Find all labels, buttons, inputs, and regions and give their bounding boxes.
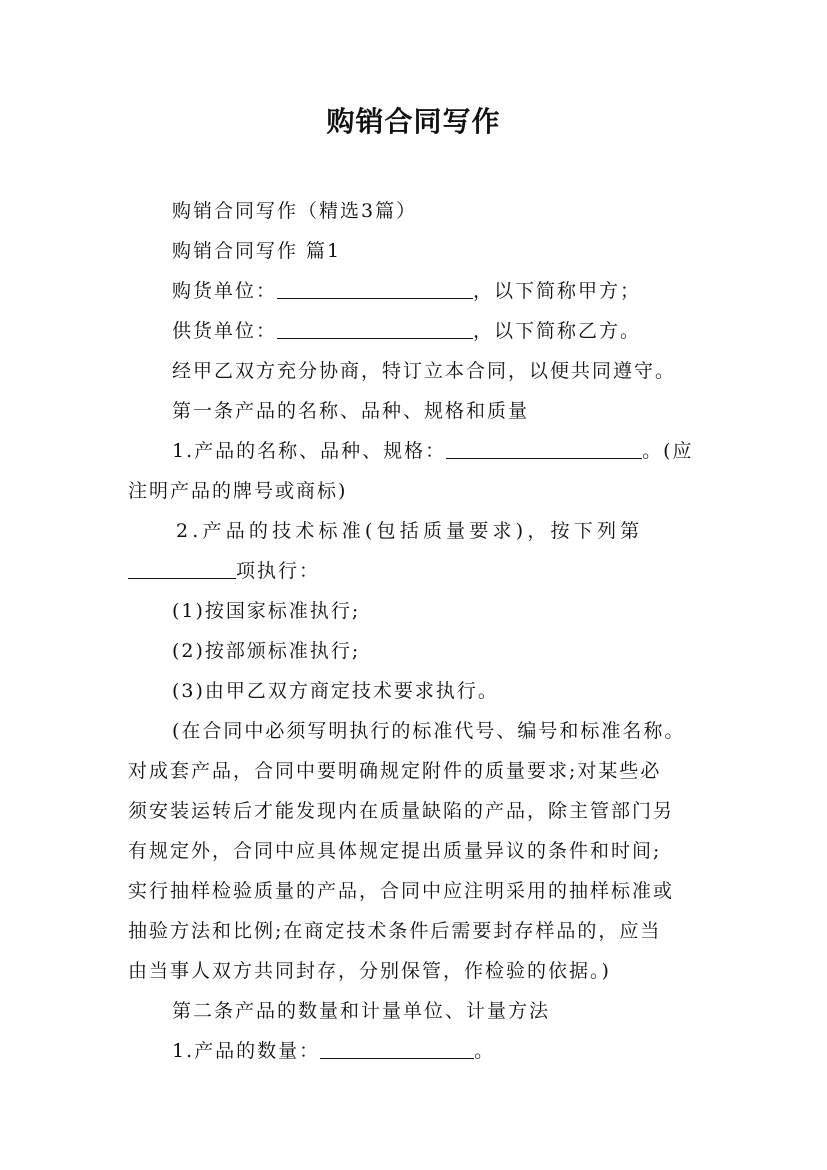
note-line-7: 由当事人双方共同封存，分别保管，作检验的依据。) <box>128 960 611 982</box>
seller-label: 供货单位： <box>172 320 278 342</box>
item2-blank <box>128 560 236 579</box>
option-2: (2)按部颁标准执行; <box>172 640 361 662</box>
option-1: (1)按国家标准执行; <box>172 600 361 622</box>
item2-1-blank <box>320 1040 474 1059</box>
seller-suffix: ，以下简称乙方。 <box>473 320 642 342</box>
item2-1-suffix: 。 <box>474 1040 496 1062</box>
buyer-suffix: ，以下简称甲方； <box>473 280 642 302</box>
item1-blank <box>446 440 642 459</box>
note-line-4: 有规定外，合同中应具体规定提出质量异议的条件和时间; <box>128 840 662 862</box>
item1-prefix: 1.产品的名称、品种、规格： <box>172 440 447 462</box>
agreement-intro: 经甲乙双方充分协商，特订立本合同，以便共同遵守。 <box>172 360 677 382</box>
buyer-blank <box>277 280 473 299</box>
note-line-6: 抽验方法和比例;在商定技术条件后需要封存样品的，应当 <box>128 920 662 942</box>
item1-continuation: 注明产品的牌号或商标) <box>128 480 348 502</box>
document-title: 购销合同写作 <box>326 105 501 138</box>
item1-suffix: 。(应 <box>642 440 694 462</box>
note-line-1: (在合同中必须写明执行的标准代号、编号和标准名称。 <box>172 720 686 742</box>
seller-blank <box>277 320 473 339</box>
item2-line2-suffix: 项执行： <box>236 560 321 582</box>
buyer-label: 购货单位： <box>172 280 278 302</box>
item2-1-line <box>128 1038 762 1064</box>
item2-line2 <box>128 558 718 584</box>
buyer-line <box>128 278 762 304</box>
item1-line <box>128 438 762 464</box>
option-3: (3)由甲乙双方商定技术要求执行。 <box>172 680 499 702</box>
subtitle: 购销合同写作（精选3篇） <box>172 200 418 222</box>
note-line-3: 须安装运转后才能发现内在质量缺陷的产品，除主管部门另 <box>128 800 675 822</box>
note-line-2: 对成套产品，合同中要明确规定附件的质量要求;对某些必 <box>128 760 662 782</box>
article1-heading: 第一条产品的名称、品种、规格和质量 <box>172 400 530 422</box>
article2-heading: 第二条产品的数量和计量单位、计量方法 <box>172 1000 551 1022</box>
item2-line1: 2.产品的技术标准(包括质量要求)，按下列第 <box>176 520 644 542</box>
note-line-5: 实行抽样检验质量的产品，合同中应注明采用的抽样标准或 <box>128 880 675 902</box>
seller-line <box>128 318 762 344</box>
item2-1-prefix: 1.产品的数量： <box>172 1040 321 1062</box>
section-heading: 购销合同写作 篇1 <box>172 240 342 262</box>
